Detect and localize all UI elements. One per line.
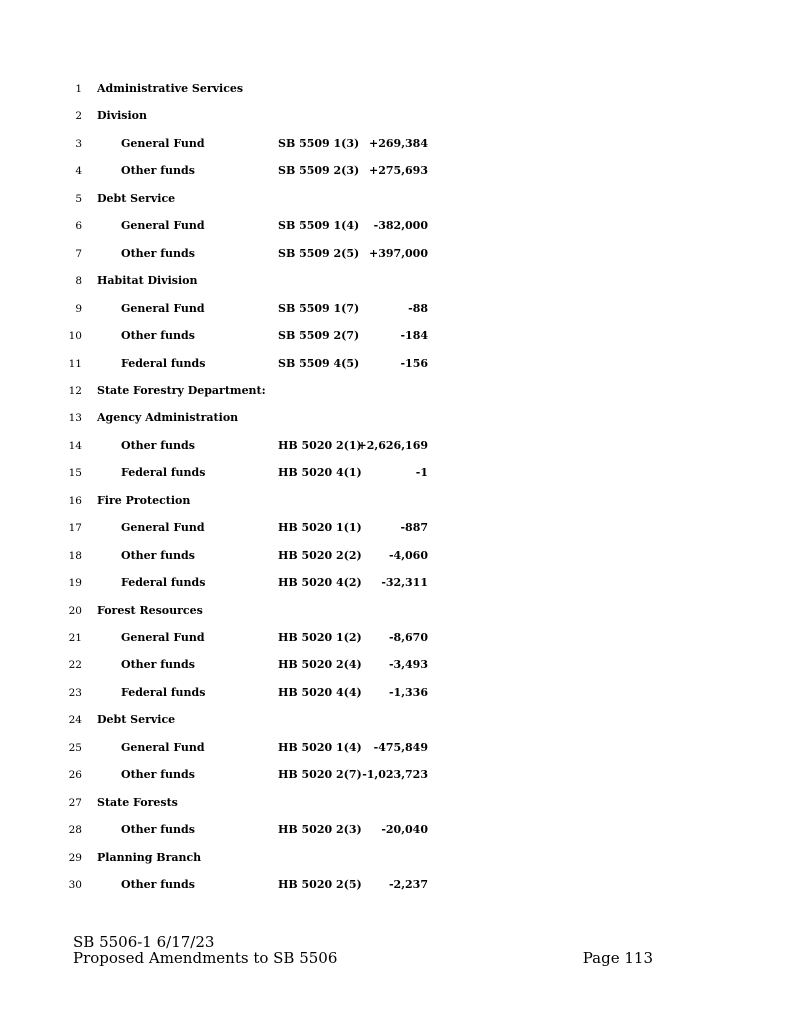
fund-label: General Fund bbox=[121, 631, 205, 644]
line-number: 3 bbox=[75, 138, 82, 150]
line-number: 23 bbox=[68, 687, 82, 699]
document-line bbox=[0, 685, 800, 701]
line-number: 27 bbox=[68, 797, 82, 809]
document-line bbox=[0, 822, 800, 838]
line-number: 17 bbox=[68, 522, 82, 534]
document-line bbox=[0, 438, 800, 454]
document-line bbox=[0, 795, 800, 811]
line-number: 13 bbox=[68, 412, 82, 424]
document-line bbox=[0, 603, 800, 619]
fund-label: Other funds bbox=[121, 247, 195, 260]
line-number: 21 bbox=[68, 632, 82, 644]
amount-value: -8,670 bbox=[388, 631, 428, 644]
amount-value: -156 bbox=[400, 357, 428, 370]
fund-label: Other funds bbox=[121, 439, 195, 452]
document-line bbox=[0, 191, 800, 207]
amount-value: -2,237 bbox=[388, 878, 428, 891]
line-number: 7 bbox=[75, 248, 82, 260]
fund-label: Other funds bbox=[121, 549, 195, 562]
section-heading: Agency Administration bbox=[97, 411, 239, 424]
amount-value: -1,023,723 bbox=[362, 768, 428, 781]
fund-label: Other funds bbox=[121, 329, 195, 342]
fund-label: Other funds bbox=[121, 658, 195, 671]
line-number: 11 bbox=[68, 358, 82, 370]
document-line bbox=[0, 246, 800, 262]
section-heading: Debt Service bbox=[97, 713, 176, 726]
fund-label: General Fund bbox=[121, 302, 205, 315]
document-line bbox=[0, 410, 800, 426]
line-number: 1 bbox=[75, 83, 82, 95]
document-line bbox=[0, 740, 800, 756]
bill-reference: HB 5020 2(2) bbox=[278, 549, 362, 562]
amount-value: -88 bbox=[408, 302, 428, 315]
fund-label: Other funds bbox=[121, 164, 195, 177]
bill-reference: HB 5020 4(4) bbox=[278, 686, 362, 699]
document-line bbox=[0, 301, 800, 317]
line-number: 8 bbox=[75, 275, 82, 287]
document-line bbox=[0, 218, 800, 234]
line-number: 10 bbox=[68, 330, 82, 342]
document-line bbox=[0, 657, 800, 673]
document-line bbox=[0, 712, 800, 728]
document-line bbox=[0, 493, 800, 509]
amount-value: -20,040 bbox=[381, 823, 428, 836]
amount-value: -1,336 bbox=[388, 686, 428, 699]
line-number: 18 bbox=[68, 550, 82, 562]
document-line bbox=[0, 465, 800, 481]
amount-value: -184 bbox=[400, 329, 428, 342]
amount-value: +397,000 bbox=[369, 247, 428, 260]
fund-label: Federal funds bbox=[121, 686, 206, 699]
amount-value: -3,493 bbox=[388, 658, 428, 671]
line-number: 6 bbox=[75, 220, 82, 232]
bill-reference: HB 5020 2(1) bbox=[278, 439, 362, 452]
bill-reference: HB 5020 2(4) bbox=[278, 658, 362, 671]
fund-label: Other funds bbox=[121, 823, 195, 836]
bill-reference: HB 5020 2(7) bbox=[278, 768, 362, 781]
bill-reference: SB 5509 4(5) bbox=[278, 357, 360, 370]
amount-value: +269,384 bbox=[369, 137, 428, 150]
line-number: 14 bbox=[68, 440, 82, 452]
bill-reference: SB 5509 1(3) bbox=[278, 137, 360, 150]
document-line bbox=[0, 767, 800, 783]
line-number: 20 bbox=[68, 605, 82, 617]
document-line bbox=[0, 163, 800, 179]
section-heading: Fire Protection bbox=[97, 494, 191, 507]
line-number: 25 bbox=[68, 742, 82, 754]
section-heading: Planning Branch bbox=[97, 851, 202, 864]
fund-label: Federal funds bbox=[121, 466, 206, 479]
amount-value: -4,060 bbox=[388, 549, 428, 562]
section-heading: Forest Resources bbox=[97, 604, 203, 617]
footer-title: Proposed Amendments to SB 5506 bbox=[73, 949, 338, 967]
line-number: 28 bbox=[68, 824, 82, 836]
footer-bill-date: SB 5506-1 6/17/23 bbox=[73, 933, 215, 951]
line-number: 9 bbox=[75, 303, 82, 315]
fund-label: General Fund bbox=[121, 219, 205, 232]
document-line bbox=[0, 630, 800, 646]
line-number: 15 bbox=[68, 467, 82, 479]
bill-reference: HB 5020 2(5) bbox=[278, 878, 362, 891]
page-footer bbox=[73, 934, 653, 966]
document-line bbox=[0, 383, 800, 399]
line-number: 16 bbox=[68, 495, 82, 507]
fund-label: General Fund bbox=[121, 741, 205, 754]
section-heading: State Forestry Department: bbox=[97, 384, 266, 397]
document-line bbox=[0, 520, 800, 536]
line-number: 29 bbox=[68, 852, 82, 864]
amount-value: -1 bbox=[415, 466, 428, 479]
section-heading: State Forests bbox=[97, 796, 178, 809]
line-number: 4 bbox=[75, 165, 82, 177]
document-line bbox=[0, 108, 800, 124]
document-line bbox=[0, 850, 800, 866]
fund-label: General Fund bbox=[121, 137, 205, 150]
bill-reference: HB 5020 4(2) bbox=[278, 576, 362, 589]
amount-value: -382,000 bbox=[373, 219, 428, 232]
document-line bbox=[0, 136, 800, 152]
bill-reference: HB 5020 2(3) bbox=[278, 823, 362, 836]
document-line bbox=[0, 273, 800, 289]
line-number: 26 bbox=[68, 769, 82, 781]
line-number: 12 bbox=[68, 385, 82, 397]
bill-reference: HB 5020 4(1) bbox=[278, 466, 362, 479]
bill-reference: HB 5020 1(1) bbox=[278, 521, 362, 534]
bill-reference: HB 5020 1(4) bbox=[278, 741, 362, 754]
section-heading: Habitat Division bbox=[97, 274, 198, 287]
document-line bbox=[0, 575, 800, 591]
bill-reference: SB 5509 2(3) bbox=[278, 164, 360, 177]
line-number: 2 bbox=[75, 110, 82, 122]
document-line bbox=[0, 877, 800, 893]
amount-value: -32,311 bbox=[381, 576, 428, 589]
amount-value: -887 bbox=[400, 521, 428, 534]
amount-value: -475,849 bbox=[373, 741, 428, 754]
document-line bbox=[0, 548, 800, 564]
amount-value: +275,693 bbox=[369, 164, 428, 177]
bill-reference: SB 5509 2(7) bbox=[278, 329, 360, 342]
fund-label: Federal funds bbox=[121, 357, 206, 370]
fund-label: Other funds bbox=[121, 878, 195, 891]
line-number: 24 bbox=[68, 714, 82, 726]
fund-label: General Fund bbox=[121, 521, 205, 534]
section-heading: Debt Service bbox=[97, 192, 176, 205]
bill-reference: SB 5509 1(7) bbox=[278, 302, 360, 315]
line-number: 30 bbox=[68, 879, 82, 891]
document-line bbox=[0, 356, 800, 372]
line-number: 22 bbox=[68, 659, 82, 671]
amount-value: +2,626,169 bbox=[357, 439, 428, 452]
line-number: 19 bbox=[68, 577, 82, 589]
bill-reference: HB 5020 1(2) bbox=[278, 631, 362, 644]
footer-page-number: Page 113 bbox=[582, 949, 653, 967]
fund-label: Other funds bbox=[121, 768, 195, 781]
section-heading: Administrative Services bbox=[97, 82, 244, 95]
bill-reference: SB 5509 2(5) bbox=[278, 247, 360, 260]
line-number: 5 bbox=[75, 193, 82, 205]
section-heading: Division bbox=[97, 109, 147, 122]
document-line bbox=[0, 81, 800, 97]
document-line bbox=[0, 328, 800, 344]
bill-reference: SB 5509 1(4) bbox=[278, 219, 360, 232]
fund-label: Federal funds bbox=[121, 576, 206, 589]
